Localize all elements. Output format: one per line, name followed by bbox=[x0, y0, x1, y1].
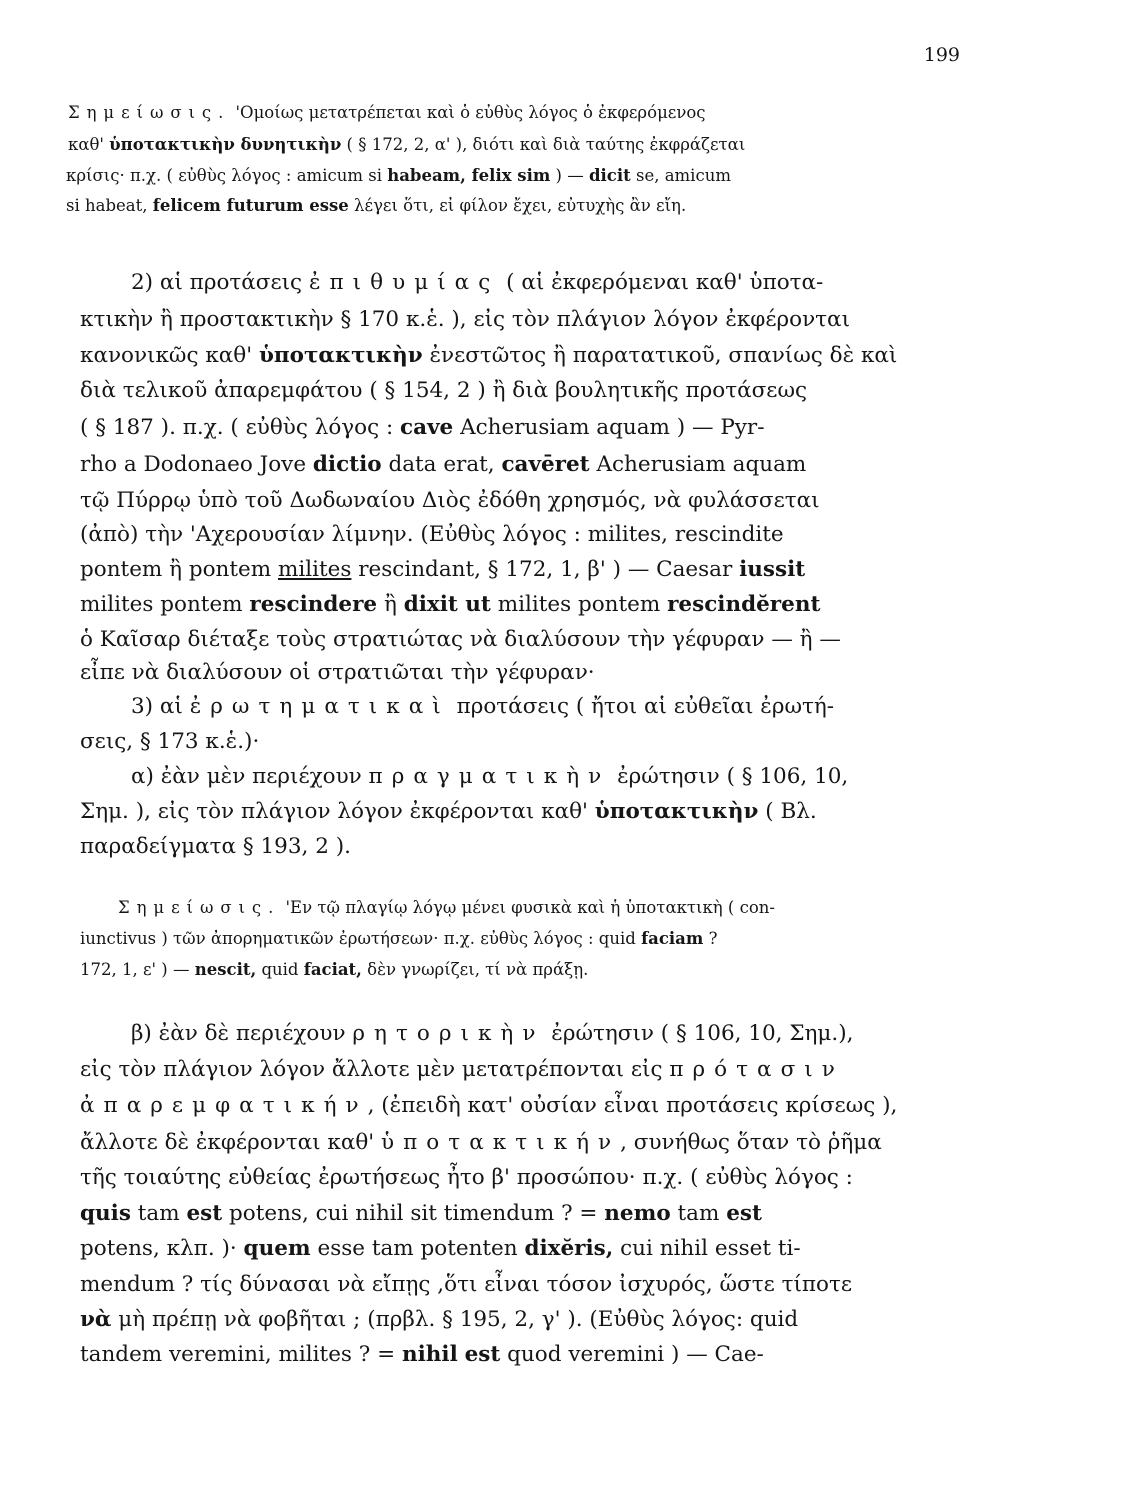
section2-text: κανονικῶς καθ' bbox=[80, 343, 259, 368]
section2-bold-text: ὑποτακτικὴν bbox=[258, 343, 423, 368]
section2-line-3 bbox=[80, 343, 897, 368]
note2-line-1 bbox=[118, 898, 775, 917]
note2-bold-text: nescit, bbox=[194, 960, 257, 979]
section-beta-spaced-term: ὑποτακτικήν bbox=[381, 1130, 621, 1155]
section-beta-text: potens, κλπ. )· bbox=[80, 1236, 244, 1261]
note2-text: 'Εν τῷ πλαγίῳ λόγῳ μένει φυσικὰ καὶ ἡ ὑποτακτικὴ ( con- bbox=[280, 898, 775, 917]
section-beta-text: tam bbox=[130, 1201, 187, 1226]
section-beta-text: tandem veremini, milites ? = bbox=[80, 1342, 402, 1367]
page-number: 199 bbox=[923, 44, 960, 66]
section3-spaced-term: πραγματικὴν bbox=[368, 764, 611, 789]
section2-bold-text: dictio bbox=[312, 452, 382, 477]
section3-text: Σημ. ), εἰς τὸν πλάγιον λόγον ἐκφέρονται καθ' bbox=[80, 799, 595, 824]
section3-bold-text: ὑποτακτικὴν bbox=[594, 799, 759, 824]
section2-text: ἐνεστῶτος ἢ παρατατικοῦ, σπανίως δὲ καὶ bbox=[422, 343, 898, 368]
section2-line-6 bbox=[80, 452, 806, 477]
note1-bold-text: habeam, felix sim bbox=[387, 166, 551, 185]
section-beta-text: εἰς τὸν πλάγιον λόγον ἄλλοτε μὲν μετατρέπονται εἰς bbox=[80, 1057, 670, 1082]
section2-line-8 bbox=[80, 522, 784, 547]
section2-text: Acherusiam aquam bbox=[589, 452, 807, 477]
section3-text: ἐρώτησιν ( § 106, 10, bbox=[610, 764, 849, 789]
section3-text: 3) αἱ bbox=[131, 694, 190, 719]
section2-line-12 bbox=[80, 660, 595, 685]
note2-text: δὲν γνωρίζει, τί νὰ πράξῃ. bbox=[361, 960, 589, 979]
section2-text: rescindant, § 172, 1, β' ) — Caesar bbox=[351, 557, 740, 582]
section-beta-text: , συνήθως ὅταν τὸ ῥῆμα bbox=[620, 1130, 882, 1155]
section2-line-10 bbox=[80, 592, 820, 617]
section-beta-bold-text: est bbox=[186, 1201, 223, 1226]
note1-line-2 bbox=[68, 135, 745, 154]
section-beta-text: ἄλλοτε δὲ ἐκφέρονται καθ' bbox=[80, 1130, 382, 1155]
note2-bold-text: faciat, bbox=[303, 960, 362, 979]
section2-text: rho a Dodonaeo Jove bbox=[80, 452, 313, 477]
section3-text: σεις, § 173 κ.ἑ.)· bbox=[80, 729, 260, 754]
section3-line-5 bbox=[80, 834, 351, 859]
note1-heading: Σημείωσις. bbox=[68, 103, 231, 122]
section-beta-line-9 bbox=[80, 1307, 798, 1332]
note1-text: si habeat, bbox=[66, 196, 153, 215]
section-beta-text: quod veremini ) — Cae- bbox=[500, 1342, 764, 1367]
section-beta-text: esse tam potenten bbox=[310, 1236, 525, 1261]
note1-text: ) — bbox=[550, 166, 589, 185]
section-beta-text bbox=[458, 1342, 465, 1367]
section2-text: milites pontem bbox=[80, 592, 250, 617]
section3-text: παραδείγματα § 193, 2 ). bbox=[80, 834, 351, 859]
section2-text: (ἀπὸ) τὴν 'Αχερουσίαν λίμνην. (Εὐθὺς λόγος : milites, rescindite bbox=[80, 522, 784, 547]
section-beta-bold-text: dixĕris, bbox=[524, 1236, 614, 1261]
note1-line-4 bbox=[66, 196, 686, 215]
section2-line-5 bbox=[80, 415, 764, 440]
section-beta-bold-text: νὰ bbox=[80, 1307, 112, 1332]
note2-text: 172, 1, ε' ) — bbox=[80, 960, 195, 979]
note1-bold-text: ὑποτακτικὴν δυνητικὴν bbox=[109, 135, 342, 154]
section2-text: εἶπε νὰ διαλύσουν οἱ στρατιῶται τὴν γέφυραν· bbox=[80, 660, 595, 685]
section2-line-11 bbox=[80, 627, 841, 652]
section-beta-text: cui nihil esset ti- bbox=[613, 1236, 801, 1261]
section2-line-2 bbox=[80, 307, 850, 332]
note1-bold-text: felicem futurum esse bbox=[152, 196, 349, 215]
section2-bold-text: rescindere bbox=[249, 592, 378, 617]
section3-text: α) ἐὰν μὲν περιέχουν bbox=[131, 764, 369, 789]
section-beta-text: potens, cui nihil sit timendum ? = bbox=[222, 1201, 605, 1226]
section2-text: milites pontem bbox=[490, 592, 668, 617]
section2-bold-text: iussit bbox=[739, 557, 806, 582]
section-beta-bold-text: nemo bbox=[604, 1201, 671, 1226]
note2-text: quid bbox=[256, 960, 304, 979]
section2-text: διὰ τελικοῦ ἀπαρεμφάτου ( § 154, 2 ) ἢ διὰ βουλητικῆς προτάσεως bbox=[80, 378, 808, 403]
section-beta-spaced-term: ρητορικὴν bbox=[352, 1021, 545, 1046]
section3-line-2 bbox=[80, 729, 259, 754]
section2-text: Acherusiam aquam ) — Pyr- bbox=[453, 415, 765, 440]
section-beta-line-3 bbox=[80, 1093, 897, 1118]
section-beta-line-8 bbox=[80, 1272, 852, 1297]
section2-text: κτικὴν ἢ προστακτικὴν § 170 κ.ἑ. ), εἰς τὸν πλάγιον λόγον ἐκφέρονται bbox=[80, 307, 851, 332]
section2-underlined-text: milites bbox=[278, 557, 352, 582]
section2-line-1 bbox=[131, 270, 823, 295]
section2-text: ἢ bbox=[377, 592, 404, 617]
section2-line-7 bbox=[80, 488, 820, 513]
section2-text: 2) αἱ προτάσεις bbox=[131, 270, 309, 295]
section-beta-spaced-term: πρότασιν bbox=[669, 1057, 844, 1082]
note2-text: ? bbox=[703, 929, 718, 948]
section-beta-text: τῆς τοιαύτης εὐθείας ἐρωτήσεως ἦτο β' προσώπου· π.χ. ( εὐθὺς λόγος : bbox=[80, 1165, 853, 1190]
note2-line-2 bbox=[80, 929, 717, 948]
section2-bold-text: cavēret bbox=[501, 452, 590, 477]
section2-text: ( αἱ ἐκφερόμεναι καθ' ὑποτα- bbox=[499, 270, 824, 295]
note2-text: iunctivus ) τῶν ἀπορηματικῶν ἐρωτήσεων· π.χ. εὐθὺς λόγος : quid bbox=[80, 929, 642, 948]
section-beta-text: , (ἐπειδὴ κατ' οὐσίαν εἶναι προτάσεις κρίσεως ), bbox=[367, 1093, 898, 1118]
note2-bold-text: faciam bbox=[641, 929, 704, 948]
section2-text: ( § 187 ). π.χ. ( εὐθὺς λόγος : bbox=[80, 415, 401, 440]
section-beta-bold-text: est bbox=[726, 1201, 762, 1226]
note1-text: 'Ομοίως μετατρέπεται καὶ ὁ εὐθὺς λόγος ὁ ἐκφερόμενος bbox=[230, 103, 706, 122]
note2-line-3 bbox=[80, 960, 588, 979]
section2-line-9 bbox=[80, 557, 805, 582]
section-beta-text: ἐρώτησιν ( § 106, 10, Σημ.), bbox=[544, 1021, 854, 1046]
section2-text: pontem ἢ pontem bbox=[80, 557, 278, 582]
note1-text: se, amicum bbox=[630, 166, 731, 185]
note2-heading: Σημείωσις. bbox=[118, 898, 281, 917]
section3-text: ( Βλ. bbox=[758, 799, 817, 824]
note1-line-3 bbox=[66, 166, 731, 185]
section-beta-line-5 bbox=[80, 1165, 853, 1190]
section-beta-line-7 bbox=[80, 1236, 801, 1261]
section3-line-1 bbox=[131, 694, 834, 719]
section-beta-spaced-term: ἀπαρεμφατικήν bbox=[80, 1093, 368, 1118]
section-beta-line-2 bbox=[80, 1057, 844, 1082]
section3-line-4 bbox=[80, 799, 817, 824]
section-beta-line-10 bbox=[80, 1342, 764, 1367]
section3-line-3 bbox=[131, 764, 848, 789]
section-beta-line-1 bbox=[131, 1021, 853, 1046]
section2-text: ὁ Καῖσαρ διέταξε τοὺς στρατιώτας νὰ διαλύσουν τὴν γέφυραν — ἢ — bbox=[80, 627, 841, 652]
section2-text: data erat, bbox=[381, 452, 502, 477]
section-beta-text: mendum ? τίς δύνασαι νὰ εἴπῃς ,ὅτι εἶναι τόσον ἰσχυρός, ὥστε τίποτε bbox=[80, 1272, 853, 1297]
section3-spaced-term: ἐρωτηματικαὶ bbox=[189, 694, 450, 719]
section2-bold-text: rescindĕrent bbox=[667, 592, 821, 617]
note1-text: κρίσις· π.χ. ( εὐθὺς λόγος : amicum si bbox=[66, 166, 388, 185]
section3-text: προτάσεις ( ἤτοι αἱ εὐθεῖαι ἐρωτή- bbox=[449, 694, 835, 719]
section-beta-bold-text: nihil bbox=[402, 1342, 458, 1367]
section2-text: τῷ Πύρρῳ ὑπὸ τοῦ Δωδωναίου Διὸς ἐδόθη χρησμός, νὰ φυλάσσεται bbox=[80, 488, 820, 513]
section-beta-bold-text: quem bbox=[243, 1236, 311, 1261]
section-beta-text: tam bbox=[670, 1201, 727, 1226]
section-beta-line-6 bbox=[80, 1201, 762, 1226]
note1-line-1 bbox=[68, 103, 706, 122]
section2-spaced-term: ἐπιθυμίας bbox=[308, 270, 500, 295]
note1-text: καθ' bbox=[68, 135, 110, 154]
section2-bold-text: cave bbox=[400, 415, 454, 440]
section2-line-4 bbox=[80, 378, 807, 403]
section-beta-line-4 bbox=[80, 1130, 882, 1155]
section-beta-bold-text: est bbox=[464, 1342, 501, 1367]
note1-text: ( § 172, 2, α' ), διότι καὶ διὰ ταύτης ἐκφράζεται bbox=[341, 135, 746, 154]
section2-bold-text: dixit ut bbox=[403, 592, 491, 617]
section-beta-bold-text: quis bbox=[80, 1201, 131, 1226]
note1-text: λέγει ὅτι, εἰ φίλον ἔχει, εὐτυχὴς ἂν εἴη. bbox=[348, 196, 687, 215]
section-beta-text: β) ἐὰν δὲ περιέχουν bbox=[131, 1021, 353, 1046]
note1-bold-text: dicit bbox=[588, 166, 631, 185]
section-beta-text: μὴ πρέπῃ νὰ φοβῆται ; (πρβλ. § 195, 2, γ' ). (Εὐθὺς λόγος: quid bbox=[111, 1307, 799, 1332]
